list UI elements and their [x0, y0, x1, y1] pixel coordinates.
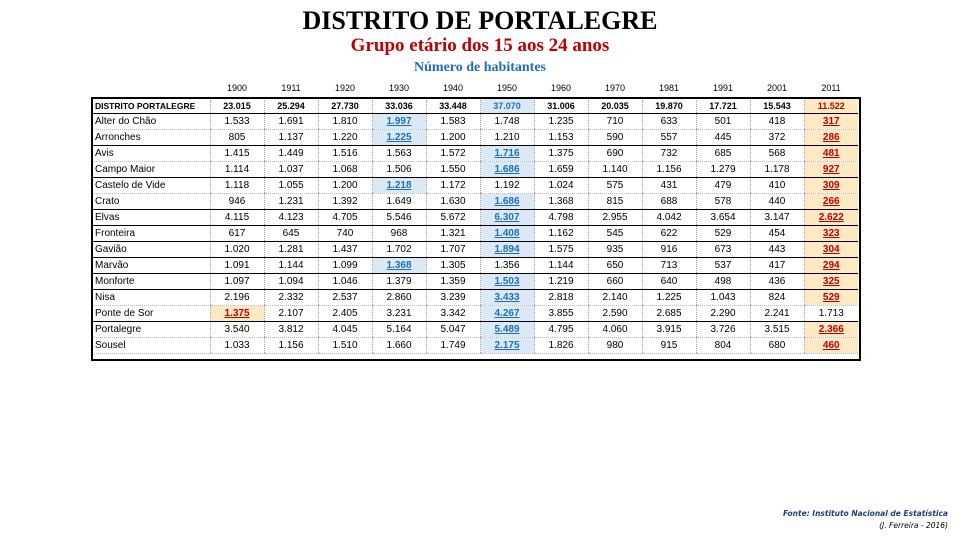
value-cell: 23.015 — [210, 98, 264, 114]
value-cell: 309 — [804, 178, 858, 194]
year-header-cell: 1911 — [281, 83, 301, 93]
value-cell: 5.164 — [372, 322, 426, 338]
value-cell: 1.156 — [264, 338, 318, 354]
value-cell: 1.043 — [696, 290, 750, 306]
value-cell: 2.196 — [210, 290, 264, 306]
value-cell: 501 — [696, 114, 750, 130]
value-cell: 1.099 — [318, 258, 372, 274]
source-line: Fonte: Instituto Nacional de Estatística — [782, 509, 948, 518]
value-cell: 2.366 — [804, 322, 858, 338]
municipality-name: Campo Maior — [92, 162, 210, 178]
municipality-name: Fronteira — [92, 226, 210, 242]
value-cell: 1.162 — [534, 226, 588, 242]
value-cell: 545 — [588, 226, 642, 242]
value-cell: 946 — [210, 194, 264, 210]
value-cell: 968 — [372, 226, 426, 242]
value-cell: 323 — [804, 226, 858, 242]
value-cell: 304 — [804, 242, 858, 258]
value-cell: 1.094 — [264, 274, 318, 290]
value-cell: 1.225 — [642, 290, 696, 306]
value-cell: 529 — [696, 226, 750, 242]
value-cell: 3.855 — [534, 306, 588, 322]
value-cell: 1.702 — [372, 242, 426, 258]
value-cell: 498 — [696, 274, 750, 290]
value-cell: 1.368 — [372, 258, 426, 274]
table-row — [92, 338, 858, 354]
value-cell: 1.219 — [534, 274, 588, 290]
value-cell: 1.118 — [210, 178, 264, 194]
value-cell: 19.870 — [642, 98, 696, 114]
value-cell: 440 — [750, 194, 804, 210]
value-cell: 1.392 — [318, 194, 372, 210]
value-cell: 3.433 — [480, 290, 534, 306]
value-cell: 1.415 — [210, 146, 264, 162]
table-row — [92, 322, 858, 338]
value-cell: 33.448 — [426, 98, 480, 114]
table-row — [92, 226, 858, 242]
value-cell: 1.997 — [372, 114, 426, 130]
value-cell: 1.356 — [480, 258, 534, 274]
table-row — [92, 114, 858, 130]
value-cell: 15.543 — [750, 98, 804, 114]
value-cell: 4.705 — [318, 210, 372, 226]
value-cell: 1.503 — [480, 274, 534, 290]
value-cell: 633 — [642, 114, 696, 130]
value-cell: 4.795 — [534, 322, 588, 338]
value-cell: 1.550 — [426, 162, 480, 178]
page-title: DISTRITO DE PORTALEGRE — [302, 6, 658, 35]
value-cell: 372 — [750, 130, 804, 146]
value-cell: 481 — [804, 146, 858, 162]
value-cell: 4.060 — [588, 322, 642, 338]
value-cell: 1.037 — [264, 162, 318, 178]
value-cell: 27.730 — [318, 98, 372, 114]
value-cell: 417 — [750, 258, 804, 274]
value-cell: 1.660 — [372, 338, 426, 354]
table-row — [92, 242, 858, 258]
value-cell: 1.200 — [426, 130, 480, 146]
value-cell: 1.020 — [210, 242, 264, 258]
value-cell: 1.220 — [318, 130, 372, 146]
value-cell: 1.583 — [426, 114, 480, 130]
year-header-row — [92, 83, 858, 97]
value-cell: 2.241 — [750, 306, 804, 322]
value-cell: 25.294 — [264, 98, 318, 114]
value-cell: 1.691 — [264, 114, 318, 130]
value-cell: 690 — [588, 146, 642, 162]
value-cell: 2.175 — [480, 338, 534, 354]
value-cell: 3.239 — [426, 290, 480, 306]
value-cell: 1.375 — [534, 146, 588, 162]
value-cell: 980 — [588, 338, 642, 354]
value-cell: 266 — [804, 194, 858, 210]
value-cell: 3.540 — [210, 322, 264, 338]
value-cell: 680 — [750, 338, 804, 354]
value-cell: 688 — [642, 194, 696, 210]
source-note — [783, 508, 948, 532]
table-row — [92, 274, 858, 290]
value-cell: 1.686 — [480, 162, 534, 178]
municipality-name: Sousel — [92, 338, 210, 354]
value-cell: 568 — [750, 146, 804, 162]
value-cell: 479 — [696, 178, 750, 194]
year-header-cell: 1940 — [442, 83, 464, 93]
value-cell: 805 — [210, 130, 264, 146]
value-cell: 1.140 — [588, 162, 642, 178]
municipality-name: Alter do Chão — [92, 114, 210, 130]
value-cell: 1.368 — [534, 194, 588, 210]
value-cell: 2.290 — [696, 306, 750, 322]
value-cell: 6.307 — [480, 210, 534, 226]
value-cell: 460 — [804, 338, 858, 354]
municipality-name: Portalegre — [92, 322, 210, 338]
value-cell: 1.533 — [210, 114, 264, 130]
value-cell: 2.405 — [318, 306, 372, 322]
value-cell: 1.563 — [372, 146, 426, 162]
municipality-name: Marvão — [92, 258, 210, 274]
value-cell: 713 — [642, 258, 696, 274]
district-total-row — [92, 98, 858, 114]
municipality-name: Avis — [92, 146, 210, 162]
value-cell: 1.649 — [372, 194, 426, 210]
value-cell: 1.826 — [534, 338, 588, 354]
value-cell: 1.506 — [372, 162, 426, 178]
value-cell: 37.070 — [480, 98, 534, 114]
value-cell: 5.489 — [480, 322, 534, 338]
year-header-cell: 1930 — [388, 83, 410, 93]
value-cell: 640 — [642, 274, 696, 290]
value-cell: 1.144 — [534, 258, 588, 274]
value-cell: 804 — [696, 338, 750, 354]
value-cell: 660 — [588, 274, 642, 290]
table-row — [92, 258, 858, 274]
year-header-cell: 1960 — [550, 83, 572, 93]
value-cell: 2.955 — [588, 210, 642, 226]
value-cell: 1.091 — [210, 258, 264, 274]
value-cell: 815 — [588, 194, 642, 210]
value-cell: 1.200 — [318, 178, 372, 194]
table-row — [92, 178, 858, 194]
value-cell: 916 — [642, 242, 696, 258]
value-cell: 622 — [642, 226, 696, 242]
value-cell: 418 — [750, 114, 804, 130]
value-cell: 4.798 — [534, 210, 588, 226]
value-cell: 1.510 — [318, 338, 372, 354]
value-cell: 1.033 — [210, 338, 264, 354]
value-cell: 3.812 — [264, 322, 318, 338]
year-header-cell: 1981 — [658, 83, 680, 93]
value-cell: 1.225 — [372, 130, 426, 146]
value-cell: 2.140 — [588, 290, 642, 306]
value-cell: 1.716 — [480, 146, 534, 162]
value-cell: 3.147 — [750, 210, 804, 226]
value-cell: 1.156 — [642, 162, 696, 178]
value-cell: 1.178 — [750, 162, 804, 178]
value-cell: 617 — [210, 226, 264, 242]
value-cell: 3.342 — [426, 306, 480, 322]
value-cell: 1.046 — [318, 274, 372, 290]
value-cell: 740 — [318, 226, 372, 242]
value-cell: 1.575 — [534, 242, 588, 258]
value-cell: 1.572 — [426, 146, 480, 162]
value-cell: 1.097 — [210, 274, 264, 290]
value-cell: 33.036 — [372, 98, 426, 114]
value-cell: 1.713 — [804, 306, 858, 322]
value-cell: 1.114 — [210, 162, 264, 178]
value-cell: 286 — [804, 130, 858, 146]
value-cell: 4.123 — [264, 210, 318, 226]
value-cell: 935 — [588, 242, 642, 258]
value-cell: 685 — [696, 146, 750, 162]
page-subtitle: Grupo etário dos 15 aos 24 anos — [350, 35, 610, 56]
value-cell: 1.218 — [372, 178, 426, 194]
value-cell: 1.210 — [480, 130, 534, 146]
table-row — [92, 306, 858, 322]
value-cell: 4.115 — [210, 210, 264, 226]
value-cell: 1.172 — [426, 178, 480, 194]
value-cell: 927 — [804, 162, 858, 178]
value-cell: 1.137 — [264, 130, 318, 146]
value-cell: 5.672 — [426, 210, 480, 226]
year-header-cell: 1900 — [226, 83, 248, 93]
year-header-cell: 1950 — [496, 83, 518, 93]
year-header-cell: 1991 — [712, 83, 734, 93]
municipality-name: Elvas — [92, 210, 210, 226]
value-cell: 20.035 — [588, 98, 642, 114]
year-header-cell: 2001 — [766, 83, 788, 93]
value-cell: 710 — [588, 114, 642, 130]
year-header-cell: 2011 — [821, 83, 841, 93]
page-subtitle-2: Número de habitantes — [414, 60, 546, 75]
municipality-name: Castelo de Vide — [92, 178, 210, 194]
value-cell: 317 — [804, 114, 858, 130]
value-cell: 3.726 — [696, 322, 750, 338]
value-cell: 1.437 — [318, 242, 372, 258]
value-cell: 1.686 — [480, 194, 534, 210]
value-cell: 443 — [750, 242, 804, 258]
value-cell: 4.045 — [318, 322, 372, 338]
value-cell: 2.685 — [642, 306, 696, 322]
author-line: (J. Ferreira - 2016) — [879, 521, 948, 530]
value-cell: 1.024 — [534, 178, 588, 194]
value-cell: 529 — [804, 290, 858, 306]
value-cell: 3.515 — [750, 322, 804, 338]
value-cell: 1.748 — [480, 114, 534, 130]
value-cell: 17.721 — [696, 98, 750, 114]
value-cell: 1.305 — [426, 258, 480, 274]
value-cell: 3.231 — [372, 306, 426, 322]
table-row — [92, 290, 858, 306]
value-cell: 2.332 — [264, 290, 318, 306]
value-cell: 1.516 — [318, 146, 372, 162]
municipality-name: Arronches — [92, 130, 210, 146]
value-cell: 1.379 — [372, 274, 426, 290]
value-cell: 2.622 — [804, 210, 858, 226]
value-cell: 1.449 — [264, 146, 318, 162]
value-cell: 1.279 — [696, 162, 750, 178]
value-cell: 1.144 — [264, 258, 318, 274]
value-cell: 1.055 — [264, 178, 318, 194]
value-cell: 2.860 — [372, 290, 426, 306]
value-cell: 590 — [588, 130, 642, 146]
value-cell: 431 — [642, 178, 696, 194]
value-cell: 1.810 — [318, 114, 372, 130]
year-header-cell: 1970 — [604, 83, 626, 93]
value-cell: 1.068 — [318, 162, 372, 178]
municipality-name: Ponte de Sor — [92, 306, 210, 322]
value-cell: 650 — [588, 258, 642, 274]
value-cell: 1.281 — [264, 242, 318, 258]
municipality-name: Monforte — [92, 274, 210, 290]
value-cell: 824 — [750, 290, 804, 306]
municipality-name: Crato — [92, 194, 210, 210]
value-cell: 1.359 — [426, 274, 480, 290]
value-cell: 454 — [750, 226, 804, 242]
value-cell: 2.818 — [534, 290, 588, 306]
value-cell: 645 — [264, 226, 318, 242]
value-cell: 732 — [642, 146, 696, 162]
value-cell: 575 — [588, 178, 642, 194]
value-cell: 4.042 — [642, 210, 696, 226]
value-cell: 578 — [696, 194, 750, 210]
value-cell: 325 — [804, 274, 858, 290]
value-cell: 1.192 — [480, 178, 534, 194]
value-cell: 1.231 — [264, 194, 318, 210]
value-cell: 1.235 — [534, 114, 588, 130]
table-row — [92, 130, 858, 146]
table-row — [92, 210, 858, 226]
value-cell: 1.321 — [426, 226, 480, 242]
municipality-name: Gavião — [92, 242, 210, 258]
value-cell: 436 — [750, 274, 804, 290]
value-cell: 1.408 — [480, 226, 534, 242]
value-cell: 1.153 — [534, 130, 588, 146]
value-cell: 1.659 — [534, 162, 588, 178]
value-cell: 4.267 — [480, 306, 534, 322]
population-table — [92, 98, 858, 354]
year-header-cell: 1920 — [334, 83, 356, 93]
value-cell: 1.749 — [426, 338, 480, 354]
value-cell: 2.537 — [318, 290, 372, 306]
value-cell: 5.546 — [372, 210, 426, 226]
value-cell: 2.107 — [264, 306, 318, 322]
value-cell: 2.590 — [588, 306, 642, 322]
value-cell: 1.375 — [210, 306, 264, 322]
table-row — [92, 162, 858, 178]
value-cell: 31.006 — [534, 98, 588, 114]
table-row — [92, 194, 858, 210]
value-cell: 5.047 — [426, 322, 480, 338]
municipality-name: DISTRITO PORTALEGRE — [92, 98, 210, 114]
value-cell: 3.915 — [642, 322, 696, 338]
value-cell: 294 — [804, 258, 858, 274]
value-cell: 673 — [696, 242, 750, 258]
value-cell: 11.522 — [804, 98, 858, 114]
value-cell: 410 — [750, 178, 804, 194]
value-cell: 915 — [642, 338, 696, 354]
table-row — [92, 146, 858, 162]
value-cell: 445 — [696, 130, 750, 146]
value-cell: 3.654 — [696, 210, 750, 226]
value-cell: 1.894 — [480, 242, 534, 258]
value-cell: 1.707 — [426, 242, 480, 258]
value-cell: 557 — [642, 130, 696, 146]
municipality-name: Nisa — [92, 290, 210, 306]
value-cell: 537 — [696, 258, 750, 274]
value-cell: 1.630 — [426, 194, 480, 210]
